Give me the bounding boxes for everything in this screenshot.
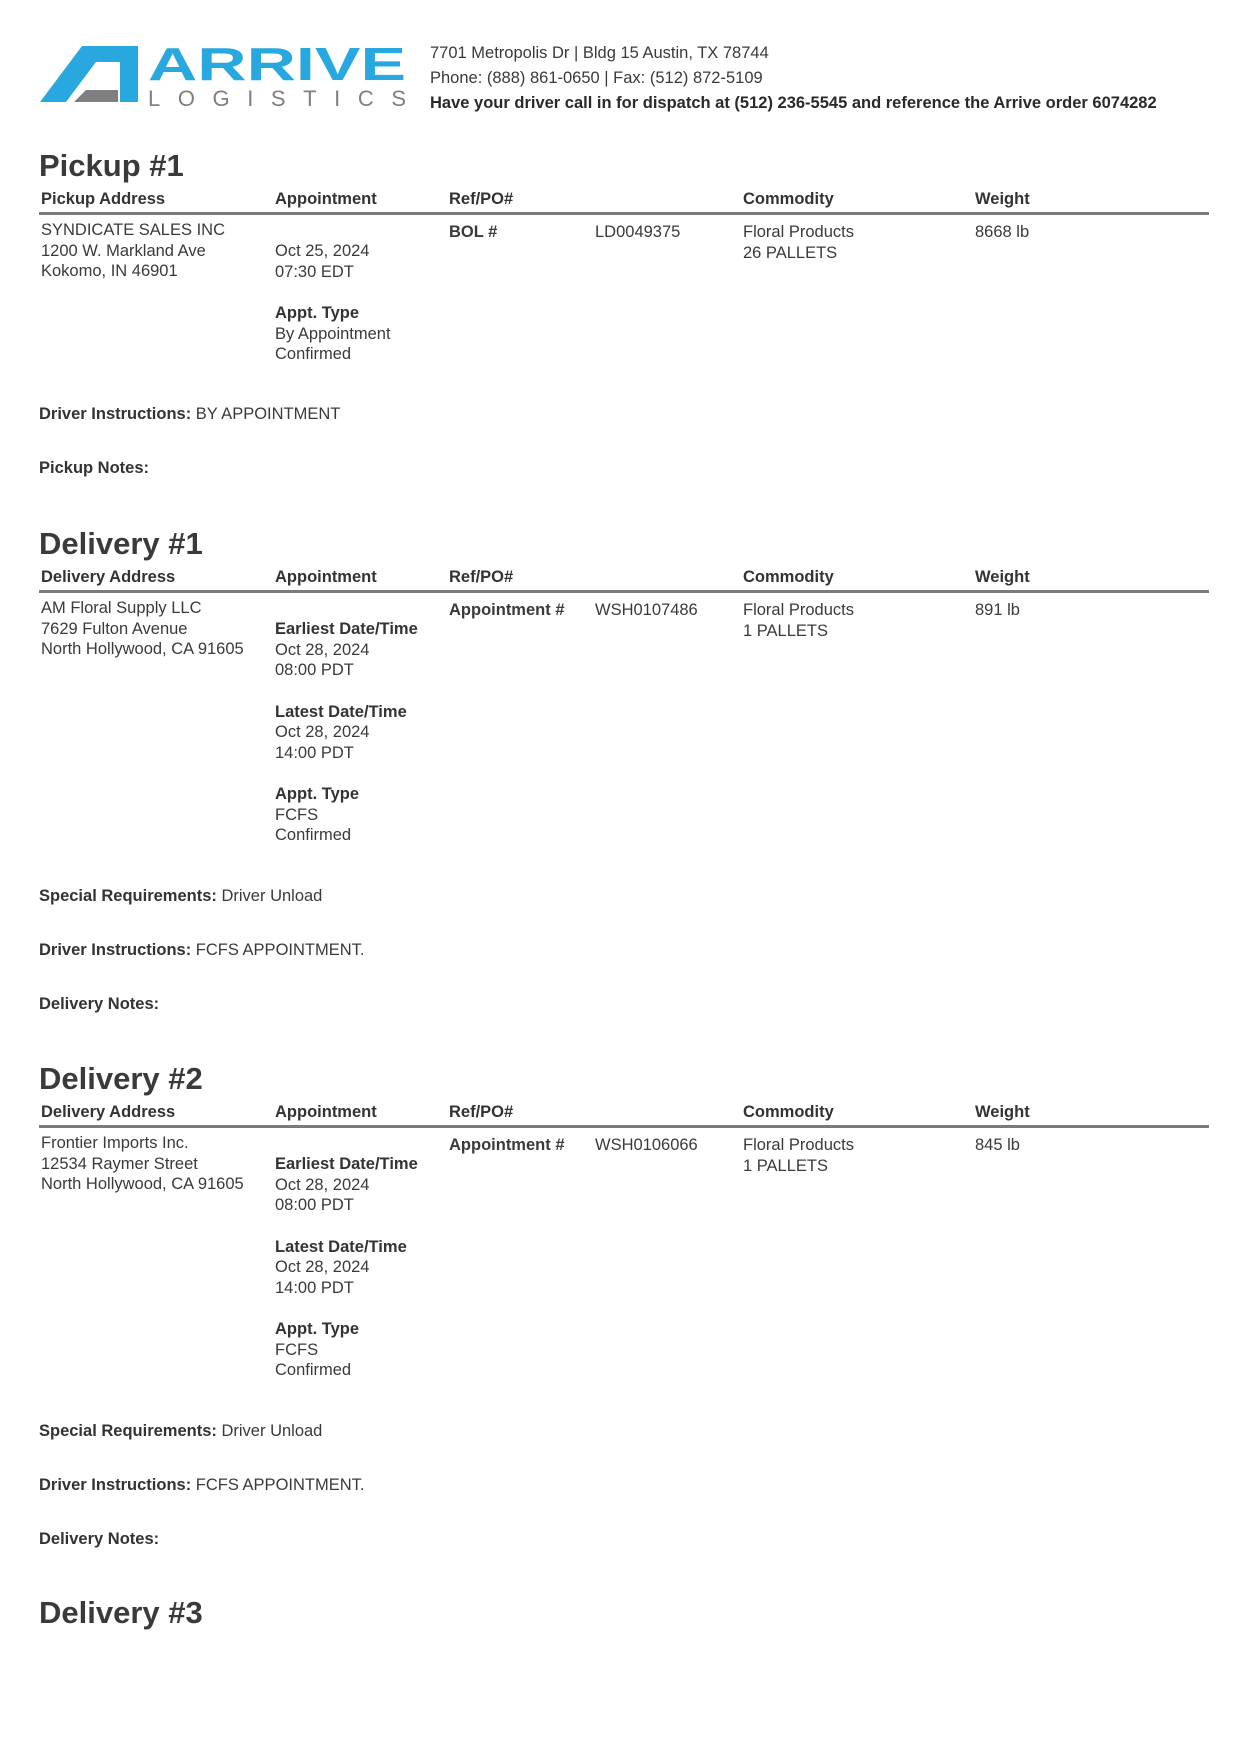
special-requirements-label: Special Requirements: xyxy=(39,1422,217,1440)
col-header-address: Delivery Address xyxy=(41,568,176,586)
latest-label: Latest Date/Time xyxy=(275,1237,407,1256)
pickup-appointment xyxy=(275,241,391,365)
special-requirements xyxy=(39,887,322,906)
earliest-label: Earliest Date/Time xyxy=(275,620,418,638)
col-header-weight: Weight xyxy=(975,1103,1030,1121)
latest-label: Latest Date/Time xyxy=(275,702,407,721)
ref-value: WSH0107486 xyxy=(595,601,698,619)
earliest-time: 08:00 PDT xyxy=(275,661,354,679)
address-line: Frontier Imports Inc. xyxy=(41,1134,189,1152)
appt-type-value: FCFS xyxy=(275,1340,319,1359)
ref-label: Appointment # xyxy=(449,601,565,619)
driver-instructions-label: Driver Instructions: xyxy=(39,941,192,959)
delivery-address xyxy=(41,598,244,660)
address-line: North Hollywood, CA 91605 xyxy=(41,1175,244,1193)
col-header-appointment: Appointment xyxy=(275,190,377,208)
latest-time: 14:00 PDT xyxy=(275,1278,354,1297)
commodity-count: 1 PALLETS xyxy=(743,1156,828,1175)
address-line: North Hollywood, CA 91605 xyxy=(41,640,244,658)
delivery-address xyxy=(41,1133,244,1195)
appt-status: Confirmed xyxy=(275,1361,352,1379)
latest-date: Oct 28, 2024 xyxy=(275,1258,370,1276)
appointment-date: Oct 25, 2024 xyxy=(275,242,370,260)
company-phone-fax: Phone: (888) 861-0650 | Fax: (512) 872-5109 xyxy=(430,69,763,87)
driver-instructions xyxy=(39,941,364,960)
ref-label: Appointment # xyxy=(449,1136,565,1154)
col-header-address: Delivery Address xyxy=(41,1103,176,1121)
col-header-appointment: Appointment xyxy=(275,1103,377,1121)
company-address: 7701 Metropolis Dr | Bldg 15 Austin, TX 78744 xyxy=(430,44,769,62)
driver-instructions-value: BY APPOINTMENT xyxy=(195,405,341,423)
commodity-name: Floral Products xyxy=(743,1136,854,1154)
commodity xyxy=(743,600,854,641)
earliest-time: 08:00 PDT xyxy=(275,1196,354,1214)
appt-type-label: Appt. Type xyxy=(275,785,360,803)
pickup-address xyxy=(41,220,225,282)
delivery-appointment xyxy=(275,619,418,846)
arrive-logistics-logo xyxy=(40,40,410,116)
col-header-commodity: Commodity xyxy=(743,568,834,586)
earliest-date: Oct 28, 2024 xyxy=(275,1175,370,1194)
address-line: AM Floral Supply LLC xyxy=(41,599,202,617)
ref-label: BOL # xyxy=(449,223,498,241)
weight: 845 lb xyxy=(975,1136,1020,1154)
pickup-notes-label: Pickup Notes: xyxy=(39,459,150,477)
header-rule xyxy=(39,1125,1209,1128)
commodity xyxy=(743,222,854,263)
header-rule xyxy=(39,590,1209,593)
appointment-time: 07:30 EDT xyxy=(275,262,354,281)
weight: 891 lb xyxy=(975,601,1020,619)
commodity-name: Floral Products xyxy=(743,601,854,619)
appt-status: Confirmed xyxy=(275,345,352,363)
ref-value: LD0049375 xyxy=(595,223,681,241)
special-requirements-value: Driver Unload xyxy=(221,1422,323,1440)
driver-instructions-value: FCFS APPOINTMENT. xyxy=(195,941,365,959)
commodity xyxy=(743,1135,854,1176)
appt-status: Confirmed xyxy=(275,826,352,844)
latest-date: Oct 28, 2024 xyxy=(275,723,370,741)
delivery-notes-label: Delivery Notes: xyxy=(39,1530,160,1548)
latest-time: 14:00 PDT xyxy=(275,743,354,762)
logo-subtitle: LOGISTICS xyxy=(148,86,406,111)
driver-instructions xyxy=(39,405,340,424)
address-line: SYNDICATE SALES INC xyxy=(41,221,225,239)
address-line: 1200 W. Markland Ave xyxy=(41,241,206,260)
earliest-date: Oct 28, 2024 xyxy=(275,640,370,659)
dispatch-instructions: Have your driver call in for dispatch at (512) 236-5545 and reference the Arrive order 6074282 xyxy=(430,94,1157,112)
appt-type-value: By Appointment xyxy=(275,324,391,343)
special-requirements-value: Driver Unload xyxy=(221,887,323,905)
commodity-count: 26 PALLETS xyxy=(743,243,838,262)
col-header-commodity: Commodity xyxy=(743,190,834,208)
address-line: 7629 Fulton Avenue xyxy=(41,619,188,638)
section-title: Delivery #2 xyxy=(39,1061,203,1096)
address-line: Kokomo, IN 46901 xyxy=(41,262,178,280)
section-title: Delivery #3 xyxy=(39,1595,203,1630)
header-rule xyxy=(39,212,1209,215)
delivery-notes-label: Delivery Notes: xyxy=(39,995,160,1013)
col-header-ref: Ref/PO# xyxy=(449,190,514,208)
driver-instructions-label: Driver Instructions: xyxy=(39,405,192,423)
section-title: Delivery #1 xyxy=(39,526,203,561)
commodity-count: 1 PALLETS xyxy=(743,621,828,640)
commodity-name: Floral Products xyxy=(743,223,854,241)
col-header-ref: Ref/PO# xyxy=(449,1103,514,1121)
appt-type-label: Appt. Type xyxy=(275,304,360,322)
col-header-ref: Ref/PO# xyxy=(449,568,514,586)
col-header-weight: Weight xyxy=(975,190,1030,208)
section-title: Pickup #1 xyxy=(39,148,184,183)
delivery-notes xyxy=(39,1530,159,1549)
col-header-appointment: Appointment xyxy=(275,568,377,586)
special-requirements-label: Special Requirements: xyxy=(39,887,217,905)
weight: 8668 lb xyxy=(975,223,1030,241)
special-requirements xyxy=(39,1422,322,1441)
col-header-commodity: Commodity xyxy=(743,1103,834,1121)
address-line: 12534 Raymer Street xyxy=(41,1154,198,1173)
driver-instructions xyxy=(39,1476,364,1495)
ref-value: WSH0106066 xyxy=(595,1136,698,1154)
earliest-label: Earliest Date/Time xyxy=(275,1155,418,1173)
logo-wordmark: ARRIVE xyxy=(148,40,406,90)
driver-instructions-label: Driver Instructions: xyxy=(39,1476,192,1494)
col-header-weight: Weight xyxy=(975,568,1030,586)
appt-type-label: Appt. Type xyxy=(275,1320,360,1338)
delivery-notes xyxy=(39,995,159,1014)
delivery-appointment xyxy=(275,1154,418,1381)
pickup-notes xyxy=(39,459,149,478)
company-info xyxy=(430,41,1157,116)
driver-instructions-value: FCFS APPOINTMENT. xyxy=(195,1476,365,1494)
col-header-address: Pickup Address xyxy=(41,190,166,208)
appt-type-value: FCFS xyxy=(275,805,319,824)
